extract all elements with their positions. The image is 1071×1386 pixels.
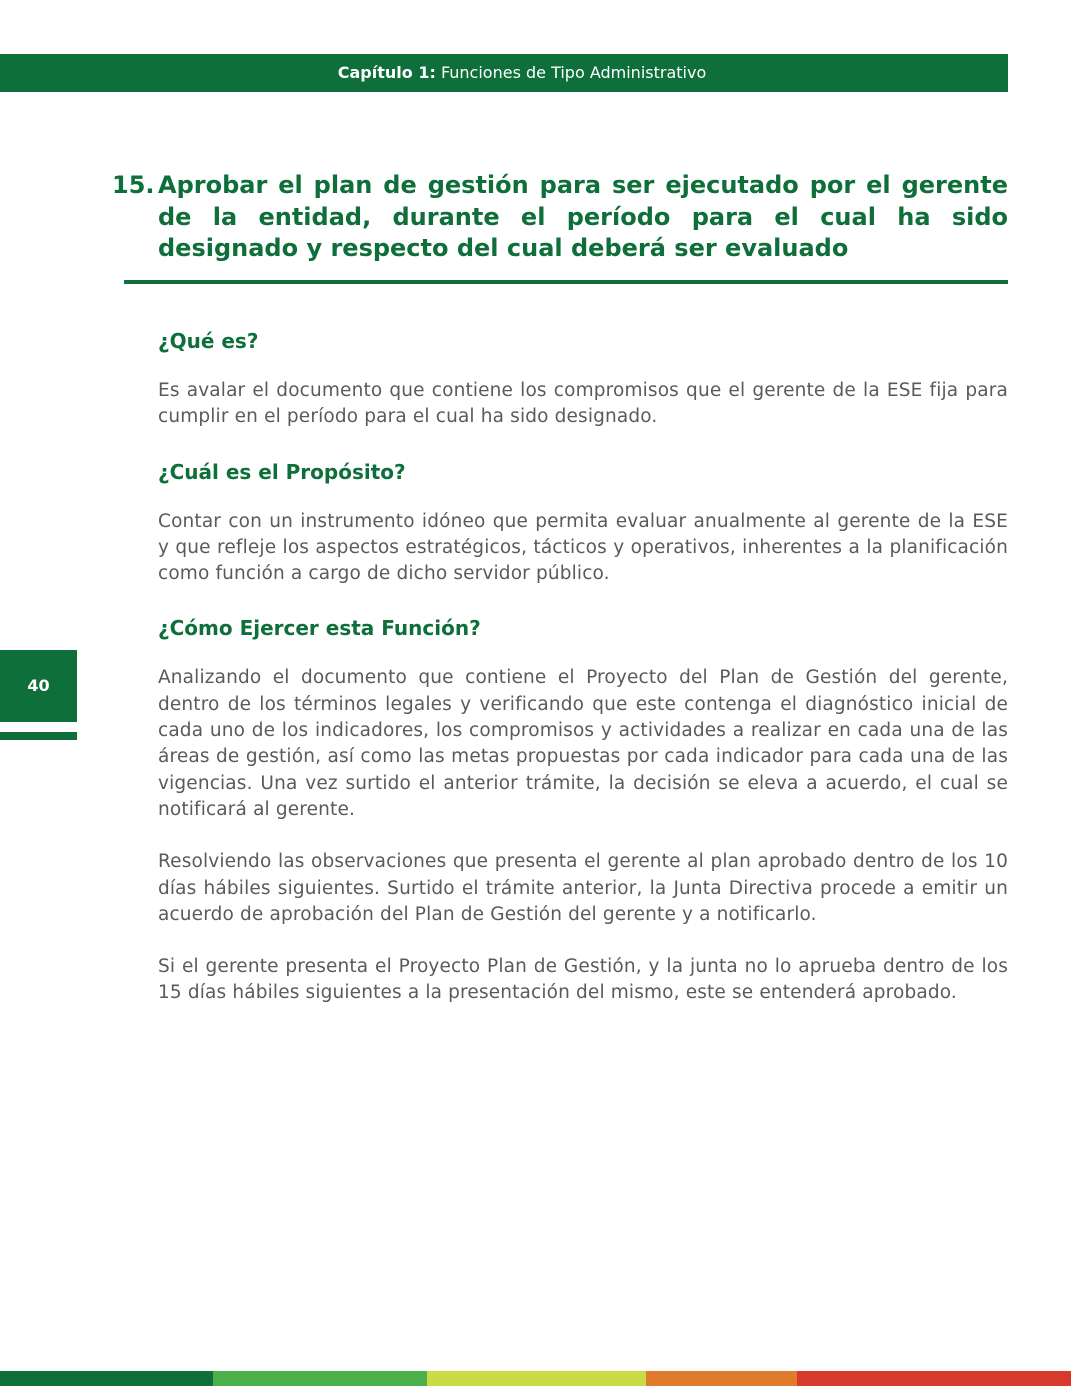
- paragraph-proposito: Contar con un instrumento idóneo que permita evaluar anualmente al gerente de la ESE y que refleje los aspectos estratégicos, tácticos y operativos, inherentes a la planificación como función a cargo de dicho servidor público.: [158, 510, 1008, 585]
- page-tab-underline: [0, 732, 77, 740]
- strip-segment-lime: [427, 1371, 646, 1386]
- subheading-proposito: ¿Cuál es el Propósito?: [158, 459, 406, 484]
- subheading-que-es: ¿Qué es?: [158, 329, 259, 353]
- paragraph-como-ejercer-1: Analizando el documento que contiene el Proyecto del Plan de Gestión del gerente, dentro de los términos legales y verificando que este contenga el diagnóstico inicial de cada uno de los indicadores, los compromisos y actividades a realizar en cada una de las áreas de gestión, así como las metas propuestas por cada indicador para cada una de las vigencias. Una vez surtido el anterior trámite, la decisión se eleva a acuerdo, el cual se notificará al gerente.: [158, 667, 1008, 820]
- paragraph-que-es: Es avalar el documento que contiene los compromisos que el gerente de la ESE fija para cumplir en el período para el cual ha sido designado.: [158, 380, 1008, 428]
- strip-segment-green: [213, 1371, 427, 1386]
- chapter-label: Capítulo 1:: [337, 63, 436, 82]
- subheading-como-ejercer: ¿Cómo Ejercer esta Función?: [158, 616, 481, 641]
- paragraph-como-ejercer-2: Resolviendo las observaciones que presenta el gerente al plan aprobado dentro de los 10 días hábiles siguientes. Surtido el trámite anterior, la Junta Directiva procede a emitir un acuerdo de aprobación del Plan de Gestión del gerente y a notificarlo.: [158, 851, 1008, 925]
- strip-segment-dark-green: [0, 1371, 213, 1386]
- strip-segment-red: [797, 1371, 1071, 1386]
- chapter-header-bar: [0, 54, 1008, 92]
- page-number-tab: [0, 650, 77, 722]
- heading-divider: [124, 280, 1008, 284]
- chapter-title: Funciones de Tipo Administrativo: [440, 63, 707, 82]
- page-number: 40: [27, 676, 50, 695]
- section-content: [158, 326, 1008, 1033]
- section-heading: [112, 170, 1008, 265]
- strip-segment-orange: [646, 1371, 797, 1386]
- section-title: Aprobar el plan de gestión para ser ejecutado por el gerente de la entidad, durante el período para el cual ha sido designado y respecto del cual deberá ser evaluado: [158, 171, 1008, 262]
- section-number: 15.: [112, 171, 155, 199]
- footer-color-strip: [0, 1371, 1071, 1386]
- paragraph-como-ejercer-3: Si el gerente presenta el Proyecto Plan de Gestión, y la junta no lo aprueba dentro de los 15 días hábiles siguientes a la presentación del mismo, este se entenderá aprobado.: [158, 956, 1008, 1004]
